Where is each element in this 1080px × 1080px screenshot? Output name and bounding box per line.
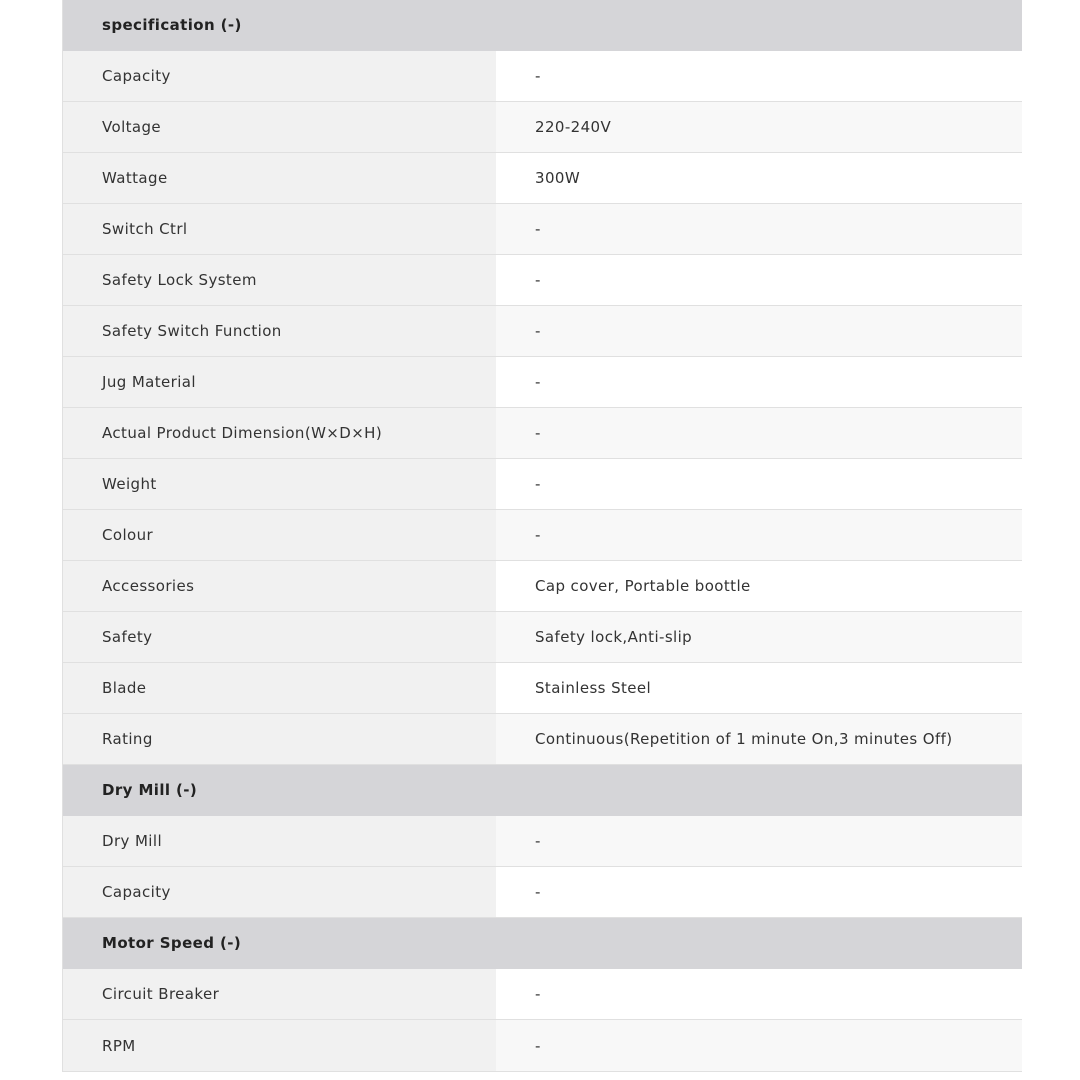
row-label: Safety Lock System [63,255,496,305]
row-label: Safety Switch Function [63,306,496,356]
table-row [63,459,1022,510]
row-label: Voltage [63,102,496,152]
table-row [63,357,1022,408]
row-label: Dry Mill [63,816,496,866]
table-row [63,408,1022,459]
table-row [63,255,1022,306]
row-value: - [496,459,1022,509]
row-value: - [496,867,1022,917]
row-value: 220-240V [496,102,1022,152]
section-title: Dry Mill (-) [102,781,198,799]
section-title: Motor Speed (-) [102,934,242,952]
row-label: RPM [63,1020,496,1071]
row-label: Actual Product Dimension(W×D×H) [63,408,496,458]
table-row [63,51,1022,102]
row-label: Switch Ctrl [63,204,496,254]
row-label: Capacity [63,51,496,101]
table-row [63,102,1022,153]
table-row [63,612,1022,663]
table-row [63,969,1022,1020]
row-value: - [496,408,1022,458]
row-label: Capacity [63,867,496,917]
row-value: 300W [496,153,1022,203]
section-header-dry-mill [63,765,1022,816]
row-label: Safety [63,612,496,662]
table-row [63,816,1022,867]
section-header-specification [63,0,1022,51]
row-value: - [496,969,1022,1019]
table-row [63,1020,1022,1072]
row-value: - [496,306,1022,356]
table-row [63,714,1022,765]
row-value: - [496,357,1022,407]
table-row [63,153,1022,204]
row-value: Safety lock,Anti-slip [496,612,1022,662]
table-row [63,561,1022,612]
row-value: Cap cover, Portable boottle [496,561,1022,611]
row-value: - [496,51,1022,101]
section-header-motor-speed [63,918,1022,969]
table-row [63,306,1022,357]
row-value: - [496,204,1022,254]
row-label: Wattage [63,153,496,203]
row-label: Accessories [63,561,496,611]
row-value: Stainless Steel [496,663,1022,713]
row-label: Colour [63,510,496,560]
row-value: - [496,255,1022,305]
table-row [63,510,1022,561]
row-value: - [496,510,1022,560]
row-label: Rating [63,714,496,764]
row-value: - [496,1020,1022,1071]
row-value: - [496,816,1022,866]
section-title: specification (-) [102,16,242,34]
row-label: Blade [63,663,496,713]
table-row [63,663,1022,714]
table-row [63,204,1022,255]
specification-table [62,0,1022,1072]
table-row [63,867,1022,918]
row-label: Weight [63,459,496,509]
row-value: Continuous(Repetition of 1 minute On,3 minutes Off) [496,714,1022,764]
row-label: Circuit Breaker [63,969,496,1019]
row-label: Jug Material [63,357,496,407]
